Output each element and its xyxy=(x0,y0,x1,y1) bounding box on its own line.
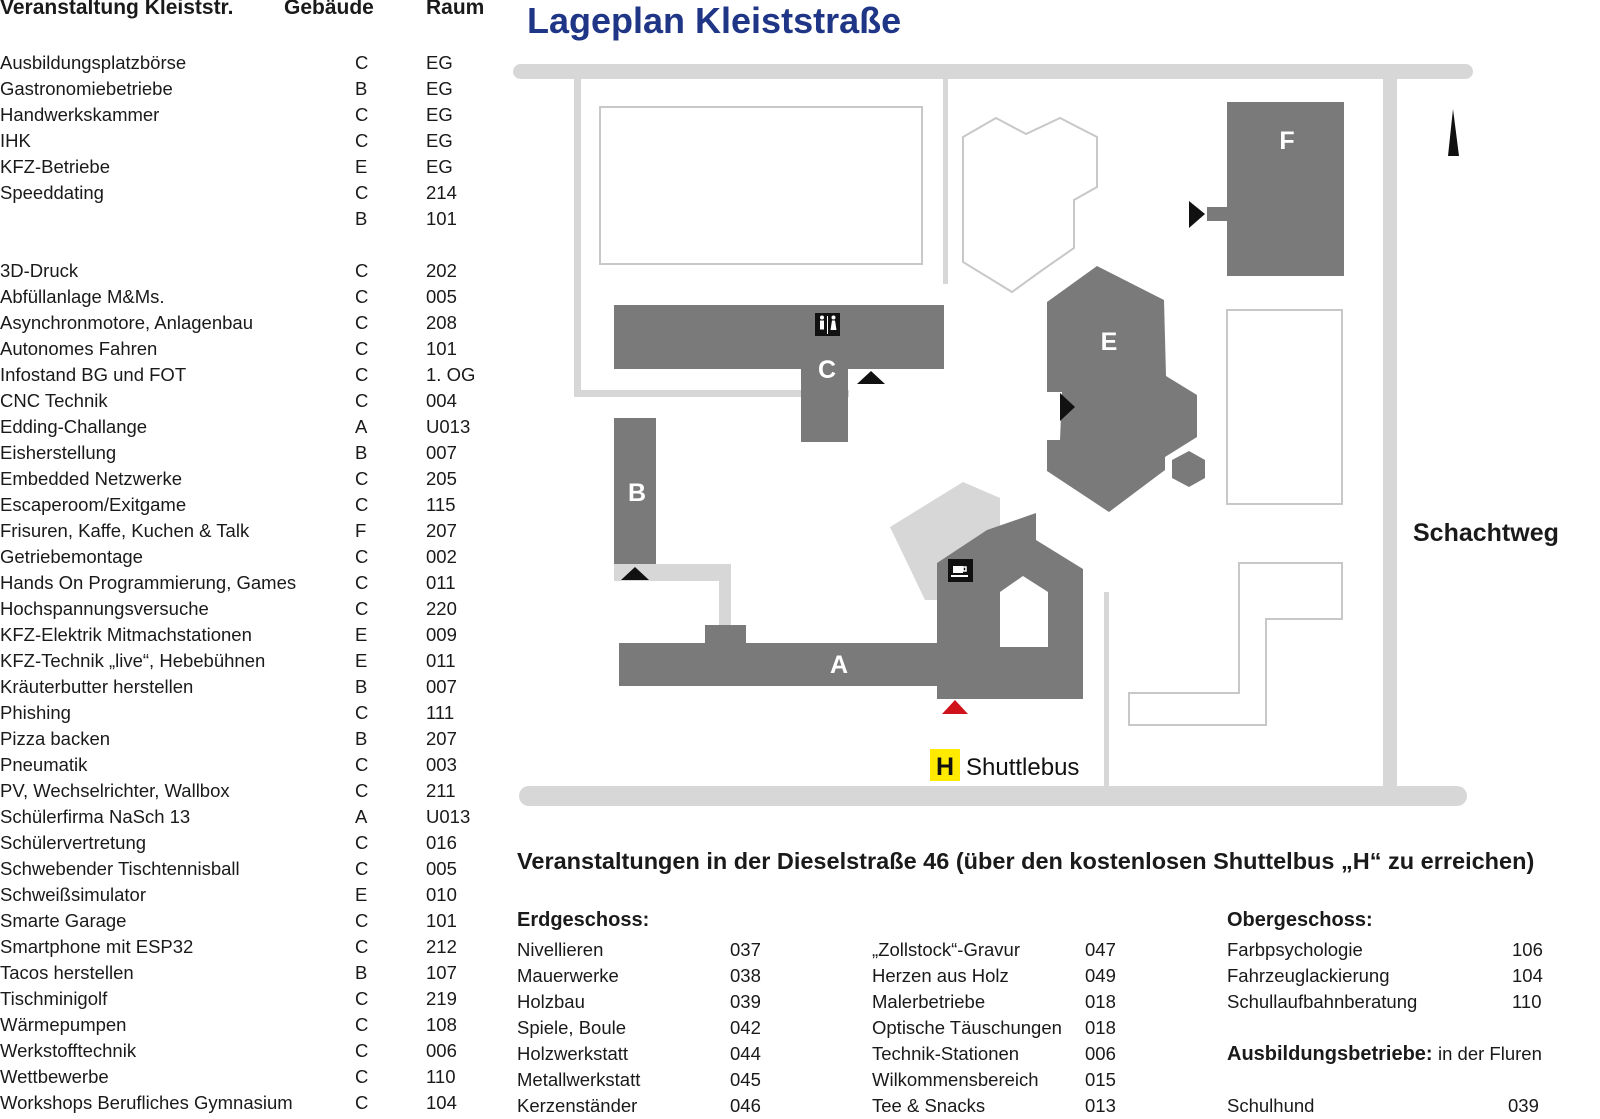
building-cell: B xyxy=(355,962,368,983)
room-cell: U013 xyxy=(426,416,471,437)
event-name: Technik-Stationen xyxy=(872,1043,1020,1064)
room-cell: 211 xyxy=(426,780,456,801)
event-name: Eisherstellung xyxy=(0,442,117,463)
room-cell: 205 xyxy=(426,468,457,489)
building-cell: C xyxy=(355,1040,369,1061)
event-name: Workshops Berufliches Gymnasium xyxy=(0,1092,293,1113)
erdgeschoss-heading: Erdgeschoss: xyxy=(517,909,650,931)
list-item xyxy=(517,989,770,1015)
north-arrow-icon xyxy=(1448,109,1459,156)
event-name: Malerbetriebe xyxy=(872,991,986,1012)
dieselstrasse-title: Veranstaltungen in der Dieselstraße 46 (über den kostenlosen Shuttelbus „H“ zu erreichen) xyxy=(517,848,1535,874)
event-name: Nivellieren xyxy=(517,939,604,960)
event-name: Schwebender Tischtennisball xyxy=(0,858,240,879)
outline-hex-building xyxy=(963,118,1097,292)
shuttle-stop-letter: H xyxy=(935,753,955,781)
event-name: Escaperoom/Exitgame xyxy=(0,494,187,515)
room-cell: 011 xyxy=(426,650,456,671)
room-cell: EG xyxy=(426,130,453,151)
list-item xyxy=(517,937,770,963)
event-name: IHK xyxy=(0,130,31,151)
event-name: Wettbewerbe xyxy=(0,1066,109,1087)
entrance-arrow-icon xyxy=(1189,201,1205,228)
room-cell: 101 xyxy=(426,208,457,229)
event-name: Autonomes Fahren xyxy=(0,338,158,359)
list-item xyxy=(872,1015,1125,1041)
event-name: Speeddating xyxy=(0,182,104,203)
event-room: 037 xyxy=(730,939,761,960)
list-item xyxy=(517,1015,770,1041)
event-name: Getriebemontage xyxy=(0,546,143,567)
ausbildungsbetriebe-label: Ausbildungsbetriebe: xyxy=(1227,1043,1433,1065)
building-cell: C xyxy=(355,754,369,775)
event-room: 018 xyxy=(1085,991,1116,1012)
room-cell: 214 xyxy=(426,182,457,203)
event-name: Asynchronmotore, Anlagenbau xyxy=(0,312,254,333)
event-name: Kerzenständer xyxy=(517,1095,638,1116)
building-cell: C xyxy=(355,468,369,489)
room-cell: 202 xyxy=(426,260,457,281)
building-f-entrance xyxy=(1207,207,1229,221)
event-name: Infostand BG und FOT xyxy=(0,364,187,385)
building-cell: C xyxy=(355,1092,369,1113)
room-cell: 003 xyxy=(426,754,457,775)
building-cell: C xyxy=(355,130,369,151)
building-cell: C xyxy=(355,598,369,619)
event-room: 018 xyxy=(1085,1017,1116,1038)
building-cell: C xyxy=(355,702,369,723)
building-cell: A xyxy=(355,416,368,437)
room-cell: EG xyxy=(426,156,453,177)
building-cell: A xyxy=(355,806,368,827)
room-cell: 212 xyxy=(426,936,457,957)
event-name: Holzwerkstatt xyxy=(517,1043,629,1064)
building-cell: C xyxy=(355,832,369,853)
building-cell: C xyxy=(355,286,369,307)
event-name: Spiele, Boule xyxy=(517,1017,627,1038)
building-cell: B xyxy=(355,676,368,697)
room-cell: EG xyxy=(426,78,453,99)
room-cell: 1. OG xyxy=(426,364,476,385)
obergeschoss-heading: Obergeschoss: xyxy=(1227,909,1373,931)
event-name: CNC Technik xyxy=(0,390,108,411)
building-cell: B xyxy=(355,442,368,463)
building-f-label: F xyxy=(1279,127,1295,155)
list-item xyxy=(872,1041,1125,1067)
entrance-arrow-icon xyxy=(857,371,885,384)
outline-field xyxy=(600,107,922,264)
event-name: Werkstofftechnik xyxy=(0,1040,137,1061)
event-room: 044 xyxy=(730,1043,761,1064)
room-cell: 005 xyxy=(426,858,457,879)
event-room: 039 xyxy=(730,991,761,1012)
building-cell: E xyxy=(355,156,368,177)
room-cell: 016 xyxy=(426,832,457,853)
road-south xyxy=(519,786,1467,806)
event-room: 047 xyxy=(1085,939,1116,960)
event-name: Embedded Netzwerke xyxy=(0,468,183,489)
road-east xyxy=(1383,79,1397,786)
event-name: Phishing xyxy=(0,702,71,723)
building-b-label: B xyxy=(627,479,647,507)
building-cell: C xyxy=(355,936,369,957)
event-name: Smarte Garage xyxy=(0,910,127,931)
event-name: Smartphone mit ESP32 xyxy=(0,936,194,957)
event-room: 110 xyxy=(1512,991,1542,1012)
list-item xyxy=(517,1041,770,1067)
event-name: Fahrzeuglackierung xyxy=(1227,965,1390,986)
room-cell: U013 xyxy=(426,806,471,827)
room-cell: 101 xyxy=(426,338,457,359)
event-name: Wärmepumpen xyxy=(0,1014,127,1035)
building-cell: B xyxy=(355,78,368,99)
column-header-building: Gebäude xyxy=(284,0,374,19)
event-room: 006 xyxy=(1085,1043,1116,1064)
event-name: Pneumatik xyxy=(0,754,88,775)
path-west xyxy=(574,79,581,397)
building-cell: F xyxy=(355,520,367,541)
room-cell: 007 xyxy=(426,442,457,463)
event-room: 104 xyxy=(1512,965,1543,986)
event-name: „Zollstock“-Gravur xyxy=(872,939,1021,960)
coffee-icon xyxy=(948,559,973,582)
list-item xyxy=(872,937,1125,963)
room-cell: 107 xyxy=(426,962,457,983)
building-cell: C xyxy=(355,1014,369,1035)
list-item-schulhund xyxy=(1227,1093,1547,1119)
list-item xyxy=(1227,963,1552,989)
event-room: 038 xyxy=(730,965,761,986)
list-item xyxy=(872,1093,1125,1119)
event-name: Herzen aus Holz xyxy=(872,965,1009,986)
building-cell: C xyxy=(355,910,369,931)
shuttle-stop-label: Shuttlebus xyxy=(966,754,1080,781)
room-cell: 111 xyxy=(426,702,455,723)
room-cell: 220 xyxy=(426,598,457,619)
list-item xyxy=(517,963,770,989)
map-title: Lageplan Kleiststraße xyxy=(527,0,902,41)
event-name: KFZ-Elektrik Mitmachstationen xyxy=(0,624,252,645)
room-cell: 104 xyxy=(426,1092,457,1113)
building-e-annex xyxy=(1172,451,1205,487)
event-name: Schülervertretung xyxy=(0,832,147,853)
path-middle xyxy=(943,79,948,284)
event-name: KFZ-Betriebe xyxy=(0,156,111,177)
list-item xyxy=(872,1067,1125,1093)
event-name: Optische Täuschungen xyxy=(872,1017,1062,1038)
event-room: 013 xyxy=(1085,1095,1116,1116)
room-cell: 010 xyxy=(426,884,457,905)
building-cell: C xyxy=(355,988,369,1009)
event-room: 045 xyxy=(730,1069,761,1090)
event-name: Metallwerkstatt xyxy=(517,1069,641,1090)
event-room: 042 xyxy=(730,1017,761,1038)
entrance-arrow-icon xyxy=(942,700,968,714)
event-name: Hands On Programmierung, Games xyxy=(0,572,297,593)
event-name: Holzbau xyxy=(517,991,585,1012)
event-name: Gastronomiebetriebe xyxy=(0,78,173,99)
column-header-event: Veranstaltung Kleiststr. xyxy=(0,0,234,19)
room-cell: 219 xyxy=(426,988,457,1009)
room-cell: 007 xyxy=(426,676,457,697)
event-name: Pizza backen xyxy=(0,728,111,749)
building-cell: E xyxy=(355,624,368,645)
outline-east xyxy=(1227,310,1342,504)
event-room: 106 xyxy=(1512,939,1543,960)
list-item xyxy=(1227,989,1552,1015)
event-name: PV, Wechselrichter, Wallbox xyxy=(0,780,230,801)
building-cell: C xyxy=(355,494,369,515)
building-cell: C xyxy=(355,364,369,385)
list-item xyxy=(872,963,1125,989)
building-cell: C xyxy=(355,546,369,567)
event-name: Ausbildungsplatzbörse xyxy=(0,52,187,73)
path-south-east xyxy=(1104,592,1109,786)
building-cell: E xyxy=(355,884,368,905)
building-cell: C xyxy=(355,858,369,879)
room-cell: 002 xyxy=(426,546,457,567)
event-name: Tacos herstellen xyxy=(0,962,134,983)
building-cell: C xyxy=(355,182,369,203)
building-cell: C xyxy=(355,312,369,333)
room-cell: 207 xyxy=(426,728,457,749)
event-name: Edding-Challange xyxy=(0,416,148,437)
room-cell: 207 xyxy=(426,520,457,541)
street-label-schachtweg: Schachtweg xyxy=(1413,519,1559,547)
building-a-label: A xyxy=(829,651,849,679)
building-cell: E xyxy=(355,650,368,671)
event-name: 3D-Druck xyxy=(0,260,79,281)
room-cell: 005 xyxy=(426,286,457,307)
event-name: Kräuterbutter herstellen xyxy=(0,676,194,697)
event-room: 049 xyxy=(1085,965,1116,986)
room-cell: 004 xyxy=(426,390,457,411)
event-room: 039 xyxy=(1508,1095,1539,1116)
event-name: Schülerfirma NaSch 13 xyxy=(0,806,191,827)
road-north xyxy=(513,64,1473,79)
event-name: Frisuren, Kaffe, Kuchen & Talk xyxy=(0,520,250,541)
toilet-icon xyxy=(815,313,840,336)
room-cell: 110 xyxy=(426,1066,456,1087)
building-e-label: E xyxy=(1100,328,1118,356)
room-cell: 208 xyxy=(426,312,457,333)
room-cell: 006 xyxy=(426,1040,457,1061)
room-cell: EG xyxy=(426,52,453,73)
event-name: Tee & Snacks xyxy=(872,1095,986,1116)
event-name: Schulhund xyxy=(1227,1095,1315,1116)
room-cell: 009 xyxy=(426,624,457,645)
building-cell: B xyxy=(355,728,368,749)
event-name: Handwerkskammer xyxy=(0,104,160,125)
event-name: Abfüllanlage M&Ms. xyxy=(0,286,165,307)
building-cell: C xyxy=(355,1066,369,1087)
event-name: Schweißsimulator xyxy=(0,884,146,905)
building-cell: C xyxy=(355,104,369,125)
outline-south-east xyxy=(1129,563,1342,725)
building-cell: C xyxy=(355,390,369,411)
building-cell: C xyxy=(355,52,369,73)
building-c-label: C xyxy=(817,356,837,384)
room-cell: 101 xyxy=(426,910,457,931)
event-name: Mauerwerke xyxy=(517,965,619,986)
list-item xyxy=(517,1093,770,1119)
building-cell: C xyxy=(355,260,369,281)
list-item xyxy=(517,1067,770,1093)
event-room: 046 xyxy=(730,1095,761,1116)
event-name: Farbpsychologie xyxy=(1227,939,1363,960)
room-cell: 115 xyxy=(426,494,456,515)
list-item xyxy=(1227,937,1552,963)
event-name: Hochspannungsversuche xyxy=(0,598,209,619)
event-name: Schullaufbahnberatung xyxy=(1227,991,1418,1012)
ausbildungsbetriebe-value: in der Fluren xyxy=(1438,1043,1542,1064)
building-cell: B xyxy=(355,208,368,229)
room-cell: 011 xyxy=(426,572,456,593)
room-cell: EG xyxy=(426,104,453,125)
building-c xyxy=(614,305,944,442)
event-name: Tischminigolf xyxy=(0,988,108,1009)
building-cell: C xyxy=(355,780,369,801)
column-header-room: Raum xyxy=(426,0,485,19)
building-cell: C xyxy=(355,572,369,593)
event-name: KFZ-Technik „live“, Hebebühnen xyxy=(0,650,266,671)
list-item xyxy=(872,989,1125,1015)
room-cell: 108 xyxy=(426,1014,457,1035)
event-name: Wilkommensbereich xyxy=(872,1069,1039,1090)
event-room: 015 xyxy=(1085,1069,1116,1090)
building-cell: C xyxy=(355,338,369,359)
